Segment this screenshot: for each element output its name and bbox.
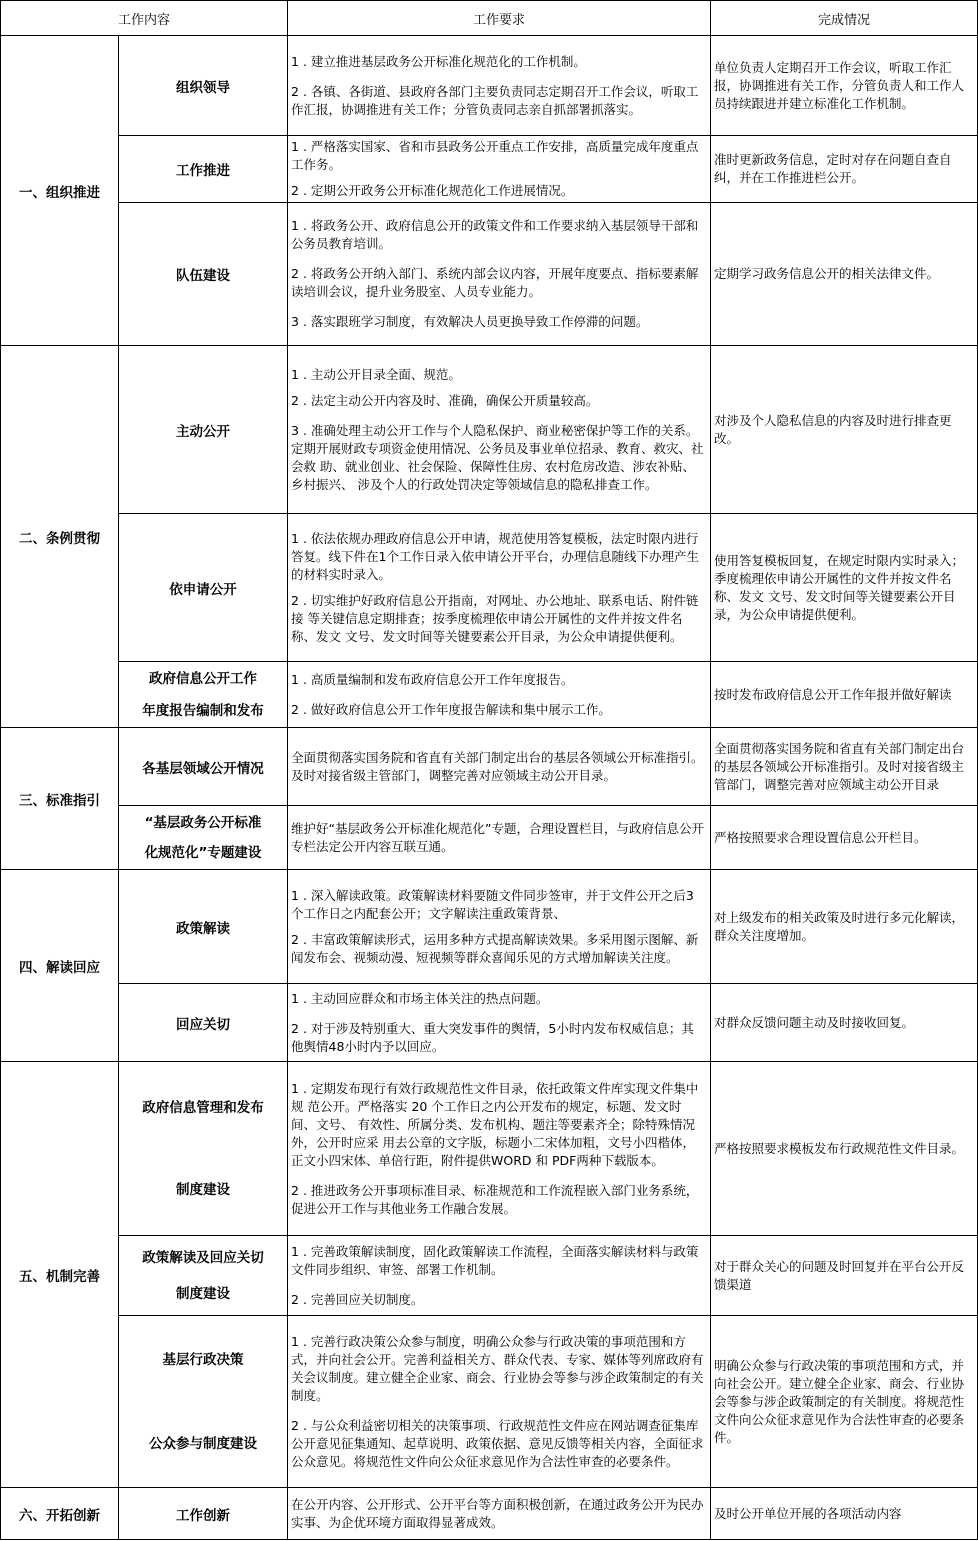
requirement-line: 1 . 定期发布现行有效行政规范性文件目录，依托政策文件库实现文件集中规 范公开。严格落实 20 个工作日之内公开发布的规定，标题、发文时间、文号、 有效性、所属分类、发布机构、题注等要素齐全；除特殊情况外，公开时应采 用去公章的文字版，标题小二宋体加粗，文号小四楷体，正文小四宋体、单倍行距，附件提供WORD 和 PDF两种下载版本。 <box>291 1080 699 1168</box>
table-row <box>1 728 978 806</box>
category-cell: 六、开拓创新 <box>1 1488 119 1540</box>
requirement-cell <box>288 870 711 984</box>
requirement-cell <box>288 984 711 1062</box>
requirement-cell <box>288 1316 711 1488</box>
header-work-content: 工作内容 <box>1 1 288 36</box>
item-cell: 主动公开 <box>119 346 288 514</box>
requirement-line: 2 . 定期公开政务公开标准化规范化工作进展情况。 <box>291 183 574 198</box>
requirement-cell <box>288 36 711 136</box>
category-cell: 一、组织推进 <box>1 36 119 346</box>
requirement-line: 1 . 建立推进基层政务公开标准化规范化的工作机制。 <box>291 53 586 69</box>
item-cell: 回应关切 <box>119 984 288 1062</box>
status-cell: 对群众反馈问题主动及时接收回复。 <box>711 984 978 1062</box>
requirement-line: 在公开内容、公开形式、公开平台等方面积极创新，在通过政务公开为民办实事、为企优环境方面取得显著成效。 <box>291 1496 704 1530</box>
requirement-line: 1 . 完善政策解读制度，固化政策解读工作流程，全面落实解读材料与政策文件同步组织、审签、部署工作机制。 <box>291 1243 699 1277</box>
item-cell <box>119 1062 288 1236</box>
table-row <box>1 1488 978 1540</box>
status-cell: 对于群众关心的问题及时回复并在平台公开反馈渠道 <box>711 1236 978 1316</box>
item-cell <box>119 1236 288 1316</box>
status-cell: 严格按照要求合理设置信息公开栏目。 <box>711 806 978 870</box>
requirement-line: 2 . 各镇、各街道、县政府各部门主要负责同志定期召开工作会议，听取工作汇报，协调推进有关工作；分管负责同志亲自抓部署抓落实。 <box>291 83 699 117</box>
table-row <box>1 514 978 662</box>
table-row <box>1 870 978 984</box>
requirement-line: 2 . 推进政务公开事项标准目录、标准规范和工作流程嵌入部门业务系统，促进公开工作与其他业务工作融合发展。 <box>291 1182 699 1216</box>
requirement-cell <box>288 806 711 870</box>
table-row <box>1 984 978 1062</box>
requirement-line: 1 . 完善行政决策公众参与制度，明确公众参与行政决策的事项范围和方式，并向社会公开。完善利益相关方、群众代表、专家、媒体等列席政府有关会议制度。建立健全企业家、商会、行业协会等参与涉企政策制定的有关制度。 <box>291 1333 704 1403</box>
item-cell: 组织领导 <box>119 36 288 136</box>
requirement-cell <box>288 728 711 806</box>
item-cell-line: 制度建设 <box>176 1181 230 1198</box>
item-cell-line: 政府信息公开工作 <box>149 670 257 687</box>
item-cell-line: 政策解读及回应关切 <box>142 1249 264 1266</box>
category-cell: 三、标准指引 <box>1 728 119 870</box>
status-cell: 严格按照要求模板发布行政规范性文件目录。 <box>711 1062 978 1236</box>
requirement-line: 2 . 丰富政策解读形式，运用多种方式提高解读效果。多采用图示图解、新闻发布会、视频动漫、短视频等群众喜闻乐见的方式增加解读关注度。 <box>291 931 699 965</box>
requirement-cell <box>288 1062 711 1236</box>
table-row <box>1 203 978 346</box>
item-cell: 政策解读 <box>119 870 288 984</box>
table-header-row <box>1 1 978 36</box>
requirement-cell <box>288 136 711 203</box>
status-cell: 全面贯彻落实国务院和省直有关部门制定出台的基层各领域公开标准指引。及时对接省级主管部门，调整完善对应领域主动公开目录 <box>711 728 978 806</box>
category-cell: 四、解读回应 <box>1 870 119 1062</box>
requirement-line: 2 . 将政务公开纳入部门、系统内部会议内容，开展年度要点、指标要素解读培训会议，提升业务股室、人员专业能力。 <box>291 266 699 299</box>
table-row <box>1 806 978 870</box>
requirement-line: 3 . 准确处理主动公开工作与个人隐私保护、商业秘密保护等工作的关系。定期开展财政专项资金使用情况、公务员及事业单位招录、教育、救灾、社会救 助、就业创业、社会保险、保障性住房、农村危房改造、涉农补贴、乡村振兴、 涉及个人的行政处罚决定等领域信息的隐私排查工作。 <box>291 422 704 492</box>
item-cell: 工作推进 <box>119 136 288 203</box>
item-cell: 队伍建设 <box>119 203 288 346</box>
item-cell: 工作创新 <box>119 1488 288 1540</box>
requirement-line: 2 . 完善回应关切制度。 <box>291 1291 424 1307</box>
requirement-line: 1 . 深入解读政策。政策解读材料要随文件同步签审，并于文件公开之后3个工作日之内配套公开；文字解读注重政策背景、 <box>291 887 694 921</box>
category-cell: 五、机制完善 <box>1 1062 119 1488</box>
requirement-line: 1 . 严格落实国家、省和市县政务公开重点工作安排，高质量完成年度重点工作务。 <box>291 139 699 172</box>
requirement-line: 1 . 高质量编制和发布政府信息公开工作年度报告。 <box>291 671 574 687</box>
table-row <box>1 346 978 514</box>
item-cell-line: 制度建设 <box>176 1285 230 1302</box>
requirement-line: 1 . 将政务公开、政府信息公开的政策文件和工作要求纳入基层领导干部和公务员教育培训。 <box>291 218 699 251</box>
table-row <box>1 662 978 728</box>
requirement-cell <box>288 662 711 728</box>
status-cell: 单位负责人定期召开工作会议，听取工作汇报，协调推进有关工作，分管负责人和工作人员持续跟进并建立标准化工作机制。 <box>711 36 978 136</box>
table-row <box>1 1062 978 1236</box>
item-cell-line: 公众参与制度建设 <box>149 1435 257 1452</box>
table-row <box>1 1236 978 1316</box>
requirement-cell <box>288 514 711 662</box>
requirement-line: 1 . 主动公开目录全面、规范。 <box>291 366 461 382</box>
requirement-line: 3 . 落实跟班学习制度，有效解决人员更换导致工作停滞的问题。 <box>291 314 649 329</box>
status-cell: 对上级发布的相关政策及时进行多元化解读，群众关注度增加。 <box>711 870 978 984</box>
requirement-line: 2 . 对于涉及特别重大、重大突发事件的舆情，5小时内发布权威信息；其他舆情48小时内予以回应。 <box>291 1020 694 1054</box>
category-cell: 二、条例贯彻 <box>1 346 119 728</box>
requirement-line: 2 . 法定主动公开内容及时、准确，确保公开质量较高。 <box>291 392 599 408</box>
status-cell: 准时更新政务信息，定时对存在问题自查自纠，并在工作推进栏公开。 <box>711 136 978 203</box>
requirement-line: 全面贯彻落实国务院和省直有关部门制定出台的基层各领域公开标准指引。及时对接省级主管部门，调整完善对应领域主动公开目录。 <box>291 749 704 783</box>
item-cell <box>119 806 288 870</box>
item-cell: 依申请公开 <box>119 514 288 662</box>
requirement-line: 2 . 与公众利益密切相关的决策事项、行政规范性文件应在网站调查征集库公开意见征集通知、起草说明、政策依据、意见反馈等相关内容，全面征求公众意见。将规范性文件向公众征求意见作为合法性审查的必要条件。 <box>291 1417 704 1469</box>
item-cell <box>119 662 288 728</box>
requirement-line: 2 . 切实维护好政府信息公开指南，对网址、办公地址、联系电话、附件链接 等关键信息定期排查；按季度梳理依申请公开属性的文件并按文件名称、发文 文号、发文时间等关键要素公开目录，为公众申请提供便利。 <box>291 592 699 644</box>
item-cell-line: 化规范化”专题建设 <box>144 844 262 861</box>
status-cell: 定期学习政务信息公开的相关法律文件。 <box>711 203 978 346</box>
requirement-line: 1 . 依法依规办理政府信息公开申请，规范使用答复模板，法定时限内进行答复。线下件在1个工作日录入依申请公开平台，办理信息随线下办理产生的材料实时录入。 <box>291 530 699 582</box>
header-work-requirement: 工作要求 <box>288 1 711 36</box>
requirement-cell <box>288 346 711 514</box>
item-cell <box>119 1316 288 1488</box>
status-cell: 明确公众参与行政决策的事项范围和方式，并向社会公开。建立健全企业家、商会、行业协会等参与涉企政策制定的有关制度。将规范性文件向公众征求意见作为合法性审查的必要条件。 <box>711 1316 978 1488</box>
requirement-cell <box>288 203 711 346</box>
item-cell: 各基层领域公开情况 <box>119 728 288 806</box>
status-cell: 按时发布政府信息公开工作年报并做好解读 <box>711 662 978 728</box>
item-cell-line: 年度报告编制和发布 <box>142 702 264 719</box>
item-cell-line: 政府信息管理和发布 <box>142 1099 264 1116</box>
item-cell-line: 基层行政决策 <box>162 1351 244 1368</box>
status-cell: 使用答复模板回复，在规定时限内实时录入；季度梳理依申请公开属性的文件并按文件名称、发文 文号、发文时间等关键要素公开目录，为公众申请提供便利。 <box>711 514 978 662</box>
table-row <box>1 36 978 136</box>
status-cell: 对涉及个人隐私信息的内容及时进行排查更改。 <box>711 346 978 514</box>
header-completion-status: 完成情况 <box>711 1 978 36</box>
table-row <box>1 1316 978 1488</box>
requirement-line: 2 . 做好政府信息公开工作年度报告解读和集中展示工作。 <box>291 701 611 717</box>
requirement-cell <box>288 1488 711 1540</box>
item-cell-line: “基层政务公开标准 <box>144 814 262 831</box>
requirement-line: 1 . 主动回应群众和市场主体关注的热点问题。 <box>291 990 549 1006</box>
requirement-cell <box>288 1236 711 1316</box>
table-row <box>1 136 978 203</box>
status-cell: 及时公开单位开展的各项活动内容 <box>711 1488 978 1540</box>
requirement-line: 维护好“基层政务公开标准化规范化”专题，合理设置栏目，与政府信息公开专栏法定公开内容互联互通。 <box>291 820 704 854</box>
